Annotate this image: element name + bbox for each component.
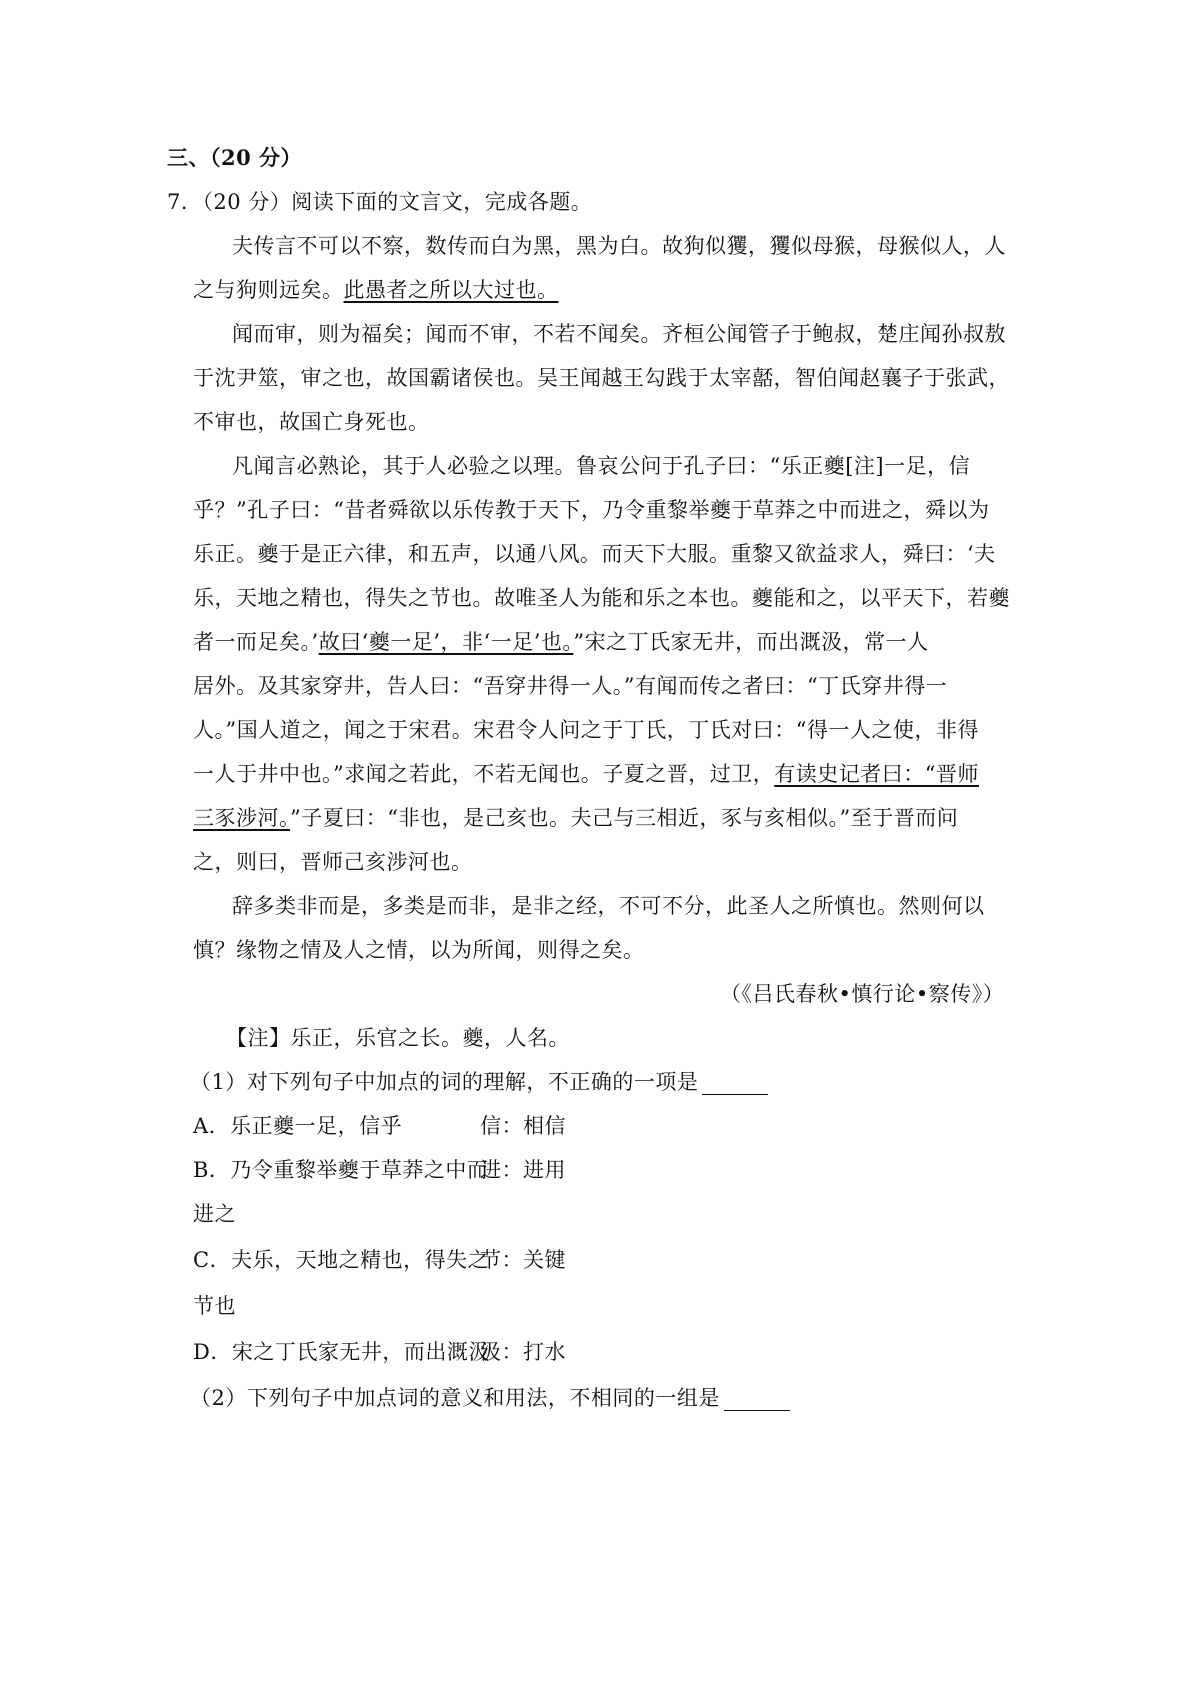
- option-c-continuation: 节也: [193, 1294, 236, 1318]
- passage-line: 于沈尹筮，审之也，故国霸诸侯也。吴王闻越王勾践于太宰嚭，智伯闻赵襄子于张武，: [193, 366, 1010, 390]
- passage-line: 不审也，故国亡身死也。: [193, 410, 430, 434]
- option-d-text: D．宋之丁氏家无井，而出溉汲: [193, 1340, 490, 1364]
- passage-text: ”宋之丁氏家无井，而出溉汲，常一人: [573, 630, 929, 654]
- option-d-gloss: 汲：打水: [480, 1340, 566, 1364]
- question-stem: 7．（20 分）阅读下面的文言文，完成各题。: [167, 190, 593, 214]
- passage-line: 慎？缘物之情及人之情，以为所闻，则得之矣。: [193, 938, 645, 962]
- option-b-text: B．乃令重黎举夔于草莽之中而: [193, 1158, 489, 1182]
- answer-blank[interactable]: [724, 1386, 790, 1411]
- section-heading: 三、（20 分）: [167, 145, 303, 170]
- option-b-gloss: 进：进用: [480, 1158, 566, 1182]
- passage-line: 夫传言不可以不察，数传而白为黑，黑为白。故狗似玃，玃似母猴，母猴似人，人: [232, 234, 1006, 258]
- passage-line: 辞多类非而是，多类是而非，是非之经，不可不分，此圣人之所慎也。然则何以: [232, 894, 985, 918]
- answer-blank[interactable]: [702, 1070, 768, 1095]
- passage-text: 一人于井中也。”求闻之若此，不若无闻也。子夏之晋，过卫，: [193, 762, 775, 786]
- passage-line: 凡闻言必熟论，其于人必验之以理。鲁哀公问于孔子曰：“乐正夔[注]一足，信: [232, 454, 971, 478]
- option-a-gloss: 信：相信: [480, 1114, 566, 1138]
- passage-line: 乐正。夔于是正六律，和五声，以通八风。而天下大服。重黎又欲益求人，舜曰：‘夫: [193, 542, 996, 566]
- passage-text: ”子夏曰：“非也，是己亥也。夫己与三相近，豕与亥相似。”至于晋而问: [290, 806, 959, 830]
- passage-line: 人。”国人道之，闻之于宋君。宋君令人问之于丁氏，丁氏对曰：“得一人之使，非得: [193, 718, 979, 742]
- subquestion-text: （2）下列句子中加点词的意义和用法，不相同的一组是: [190, 1386, 720, 1410]
- passage-text: 之与狗则远矣。: [193, 278, 344, 302]
- passage-text: 者一而足矣。’: [193, 630, 319, 654]
- passage-line: 乐，天地之精也，得失之节也。故唯圣人为能和乐之本也。夔能和之，以平天下，若夔: [193, 586, 1010, 610]
- underlined-sentence: 此愚者之所以大过也。: [343, 278, 559, 302]
- passage-line: [193, 806, 958, 830]
- subquestion-2-stem: [190, 1386, 790, 1411]
- passage-line: 之，则曰，晋师己亥涉河也。: [193, 850, 473, 874]
- underlined-sentence: 故曰‘夔一足’，非‘一足’也。: [318, 630, 574, 654]
- passage-line: [193, 278, 559, 302]
- option-a-text: A．乐正夔一足，信乎: [193, 1114, 403, 1138]
- option-c-text: C．夫乐，天地之精也，得失之: [193, 1248, 490, 1272]
- underlined-sentence: 有读史记者曰：“晋师: [774, 762, 979, 786]
- passage-line: [193, 762, 979, 786]
- passage-line: 乎？”孔子曰：“昔者舜欲以乐传教于天下，乃令重黎举夔于草莽之中而进之，舜以为: [193, 498, 990, 522]
- subquestion-1-stem: [190, 1070, 768, 1095]
- passage-line: [193, 630, 929, 654]
- annotation-note: 【注】乐正，乐官之长。夔，人名。: [226, 1026, 570, 1050]
- passage-line: 闻而审，则为福矣；闻而不审，不若不闻矣。齐桓公闻管子于鲍叔，楚庄闻孙叔敖: [232, 322, 1006, 346]
- underlined-sentence: 三豕涉河。: [193, 806, 290, 830]
- subquestion-text: （1）对下列句子中加点的词的理解，不正确的一项是: [190, 1070, 699, 1094]
- source-citation: （《吕氏春秋•慎行论•察传》）: [720, 982, 1005, 1006]
- passage-line: 居外。及其家穿井，告人曰：“吾穿井得一人。”有闻而传之者曰：“丁氏穿井得一: [193, 674, 948, 698]
- option-b-continuation: 进之: [193, 1202, 236, 1226]
- option-c-gloss: 节：关键: [480, 1248, 566, 1272]
